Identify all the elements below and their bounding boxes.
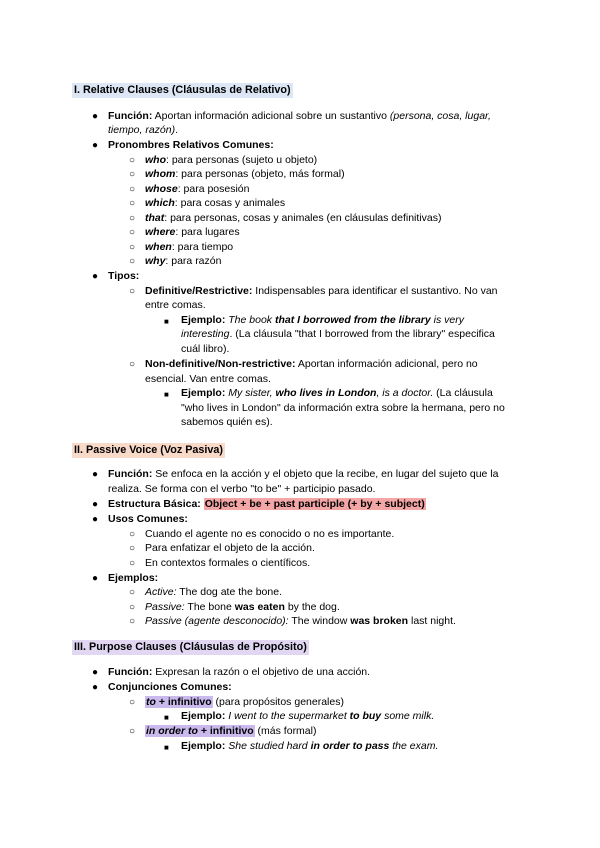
definitive-example-cont [181, 328, 495, 341]
bullet-circle: ○ [129, 726, 136, 737]
pronoun-item-that [145, 212, 441, 225]
pronoun-item-who [145, 154, 317, 167]
section-title-purpose-clauses: III. Purpose Clauses (Cláusulas de Propósito) [74, 641, 307, 653]
pronoun-word: why [145, 255, 166, 267]
nondefinitive-example-cont: sabemos quién es). [181, 416, 273, 428]
ejemplo-label: Ejemplo: [181, 387, 226, 399]
example-bold-italic: in order to pass [310, 740, 390, 752]
conjunction-in-order-to-example [181, 740, 438, 753]
pronoun-word: whom [145, 168, 176, 180]
example-passive-unknown [145, 615, 456, 628]
bullet-disc: ● [92, 514, 99, 525]
conjunction-infinitivo: + infinitivo [155, 696, 212, 708]
example-bold: was eaten [234, 601, 285, 613]
conjunction-to-example [181, 710, 434, 723]
bullet-square: ■ [164, 713, 169, 722]
definitive-line-cont: entre comas. [145, 299, 206, 311]
funcion-italic-cont: tiempo, razón) [108, 124, 176, 136]
bullet-square: ■ [164, 317, 169, 326]
nondefinitive-example [181, 387, 493, 400]
funcion-line [108, 666, 370, 679]
bullet-circle: ○ [129, 602, 136, 613]
pronoun-desc: : para personas (sujeto u objeto) [166, 154, 318, 166]
definitive-label: Definitive/Restrictive: [145, 285, 253, 297]
pronoun-item-which [145, 197, 285, 210]
definitive-example-cont: cuál libro). [181, 343, 230, 355]
bullet-circle: ○ [129, 155, 136, 166]
funcion-line [108, 468, 498, 481]
conjunciones-label: Conjunciones Comunes: [108, 681, 232, 693]
funcion-text: Se enfoca en la acción y el objeto que la recibe, en lugar del sujeto que la [152, 468, 499, 480]
example-text: last night. [408, 615, 456, 627]
pronoun-desc: : para tiempo [171, 241, 234, 253]
bullet-square: ■ [164, 743, 169, 752]
section-title-passive-voice: II. Passive Voice (Voz Pasiva) [74, 444, 224, 456]
bullet-circle: ○ [129, 543, 136, 554]
bullet-circle: ○ [129, 529, 136, 540]
conjunction-word: to [146, 696, 156, 708]
funcion-label: Función: [108, 468, 153, 480]
definitive-line [145, 285, 498, 298]
example-text: The bone [184, 601, 235, 613]
example-text: The window [288, 615, 351, 627]
ejemplo-label: Ejemplo: [181, 314, 226, 326]
conjunction-word: in order to [146, 725, 198, 737]
bullet-circle: ○ [129, 359, 136, 370]
example-italic: is very [430, 314, 465, 326]
example-bold-italic: to buy [349, 710, 382, 722]
bullet-circle: ○ [129, 227, 136, 238]
pronoun-word: whose [145, 183, 178, 195]
ejemplos-label: Ejemplos: [108, 572, 159, 584]
pronoun-item-where [145, 226, 240, 239]
bullet-disc: ● [92, 573, 99, 584]
pronoun-desc: : para personas (objeto, más formal) [175, 168, 345, 180]
bullet-square: ■ [164, 390, 169, 399]
estructura-label: Estructura Básica: [108, 498, 201, 510]
pronoun-desc: : para lugares [175, 226, 240, 238]
example-passive [145, 601, 340, 614]
estructura-formula: Object + be + past participle (+ by + subject) [204, 498, 425, 510]
example-text: The dog ate the bone. [176, 586, 282, 598]
nondefinitive-text: Aportan información adicional, pero no [295, 358, 478, 370]
example-italic: some milk. [381, 710, 435, 722]
funcion-label: Función: [108, 110, 153, 122]
nondefinitive-label: Non-definitive/Non-restrictive: [145, 358, 296, 370]
pronoun-item-whom [145, 168, 345, 181]
funcion-end: . [175, 124, 179, 136]
bullet-disc: ● [92, 140, 99, 151]
funcion-text: Expresan la razón o el objetivo de una acción. [152, 666, 371, 678]
uso-item: Para enfatizar el objeto de la acción. [145, 542, 315, 554]
example-active [145, 586, 282, 599]
conjunction-highlight [145, 725, 255, 737]
pronoun-word: when [145, 241, 172, 253]
example-italic: the exam. [389, 740, 439, 752]
bullet-disc: ● [92, 499, 99, 510]
tipos-label: Tipos: [108, 270, 140, 282]
pronoun-word: which [145, 197, 175, 209]
pronoun-item-why [145, 255, 221, 268]
bullet-circle: ○ [129, 697, 136, 708]
bullet-circle: ○ [129, 616, 136, 627]
conjunction-infinitivo: + infinitivo [197, 725, 254, 737]
bullet-circle: ○ [129, 213, 136, 224]
nondefinitive-example-cont: "who lives in London" da información extra sobre la hermana, pero no [181, 402, 505, 414]
funcion-line-cont [108, 124, 178, 137]
uso-item: Cuando el agente no es conocido o no es importante. [145, 528, 395, 540]
funcion-line-cont: realiza. Se forma con el verbo "to be" + participio pasado. [108, 483, 376, 495]
pronoun-desc: : para personas, cosas y animales (en cláusulas definitivas) [164, 212, 442, 224]
pronoun-desc: : para razón [165, 255, 222, 267]
example-bold-italic: that I borrowed from the library [274, 314, 431, 326]
example-italic: She studied hard [225, 740, 311, 752]
example-italic: My sister, [225, 387, 276, 399]
example-bold-italic: who lives in London [275, 387, 377, 399]
example-text: (La cláusula [433, 387, 493, 399]
pronoun-desc: : para cosas y animales [174, 197, 286, 209]
bullet-disc: ● [92, 682, 99, 693]
conjunction-highlight [145, 696, 213, 708]
usos-label: Usos Comunes: [108, 513, 188, 525]
example-tag: Passive: [145, 601, 185, 613]
bullet-circle: ○ [129, 184, 136, 195]
definitive-example [181, 314, 464, 327]
bullet-disc: ● [92, 271, 99, 282]
funcion-label: Función: [108, 666, 153, 678]
bullet-disc: ● [92, 667, 99, 678]
bullet-circle: ○ [129, 286, 136, 297]
bullet-disc: ● [92, 111, 99, 122]
uso-item: En contextos formales o científicos. [145, 557, 311, 569]
pronoun-item-when [145, 241, 233, 254]
example-bold: was broken [350, 615, 409, 627]
conjunction-note: (más formal) [254, 725, 317, 737]
section-title-relative-clauses: I. Relative Clauses (Cláusulas de Relativo) [74, 84, 291, 96]
pronombres-label: Pronombres Relativos Comunes: [108, 139, 274, 151]
bullet-circle: ○ [129, 587, 136, 598]
nondefinitive-line-cont: esencial. Van entre comas. [145, 373, 271, 385]
conjunction-to [145, 696, 344, 709]
pronoun-word: that [145, 212, 165, 224]
definitive-text: Indispensables para identificar el sustantivo. No van [252, 285, 498, 297]
nondefinitive-line [145, 358, 478, 371]
estructura-line [108, 498, 426, 511]
ejemplo-label: Ejemplo: [181, 740, 226, 752]
example-text: by the dog. [284, 601, 340, 613]
conjunction-in-order-to [145, 725, 316, 738]
example-tag: Passive (agente desconocido): [145, 615, 289, 627]
example-text: . (La cláusula "that I borrowed from the library" especifica [229, 328, 495, 340]
example-italic: The book [225, 314, 275, 326]
funcion-line [108, 110, 491, 123]
conjunction-note: (para propósitos generales) [212, 696, 344, 708]
example-italic: , is a doctor. [376, 387, 434, 399]
bullet-disc: ● [92, 469, 99, 480]
bullet-circle: ○ [129, 198, 136, 209]
bullet-circle: ○ [129, 558, 136, 569]
pronoun-item-whose [145, 183, 250, 196]
funcion-italic: (persona, cosa, lugar, [389, 110, 491, 122]
pronoun-word: where [145, 226, 176, 238]
funcion-text: Aportan información adicional sobre un sustantivo [152, 110, 390, 122]
example-italic: interesting [181, 328, 230, 340]
bullet-circle: ○ [129, 242, 136, 253]
example-italic: I went to the supermarket [225, 710, 350, 722]
bullet-circle: ○ [129, 256, 136, 267]
pronoun-desc: : para posesión [177, 183, 250, 195]
example-tag: Active: [145, 586, 177, 598]
bullet-circle: ○ [129, 169, 136, 180]
pronoun-word: who [145, 154, 166, 166]
ejemplo-label: Ejemplo: [181, 710, 226, 722]
